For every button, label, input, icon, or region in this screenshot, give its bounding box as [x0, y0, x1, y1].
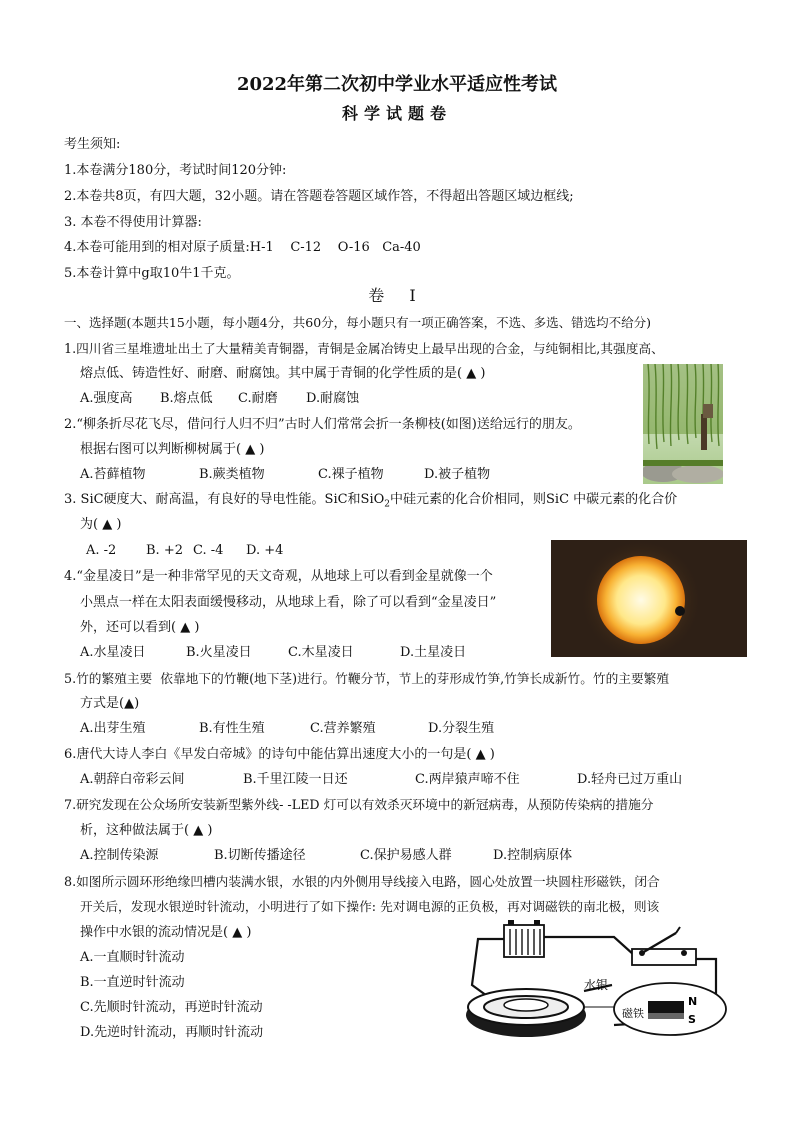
q1-line-2: 熔点低、铸造性好、耐磨、耐腐蚀。其中属于青铜的化学性质的是( ▲ ) [80, 366, 486, 381]
exam-subtitle: 科学试题卷 [341, 104, 452, 123]
q5-option-b: B.有性生殖 [199, 721, 265, 736]
q6-option-d: D.轻舟已过万重山 [577, 772, 683, 787]
q8-option-c: C.先顺时针流动，再逆时针流动 [80, 1000, 263, 1015]
q4-option-b: B.火星凌日 [186, 645, 252, 660]
section-heading: 一、选择题(本题共15小题，每小题4分，共60分，每小题只有一项正确答案，不选、多选、错选均不给分) [64, 315, 652, 330]
circuit-figure [464, 915, 728, 1041]
q2-option-a: A.苔藓植物 [80, 467, 146, 482]
notice-item-1: 1.本卷满分180分，考试时间120分钟: [64, 163, 287, 178]
switch [632, 927, 696, 965]
q5-line-1: 5.竹的繁殖主要 依靠地下的竹鞭(地下茎)进行。竹鞭分节，节上的芽形成竹笋,竹笋长成新竹。竹的主要繁殖 [64, 671, 670, 686]
q1-line-1: 1.四川省三星堆遗址出土了大量精美青铜器，青铜是金属冶铸史上最早出现的合金，与纯铜相比,其强度高、 [64, 341, 664, 356]
q4-option-d: D.土星凌日 [400, 645, 467, 660]
q1-option-d: D.耐腐蚀 [306, 391, 360, 406]
exam-title: 2022年第二次初中学业水平适应性考试 [236, 74, 558, 95]
north-label: N [688, 995, 698, 1008]
venus-dot [675, 606, 685, 616]
q3-option-a: A. -2 [86, 543, 117, 558]
q2-line-1: 2.“柳条折尽花飞尽，借问行人归不归”古时人们常常会折一条柳枝(如图)送给远行的朋友。 [64, 417, 581, 432]
q7-option-d: D.控制病原体 [493, 848, 573, 863]
q8-option-a: A.一直顺时针流动 [80, 950, 185, 965]
q8-option-d: D.先逆时针流动，再顺时针流动 [80, 1025, 264, 1040]
circuit-diagram [464, 915, 728, 1041]
q1-option-c: C.耐磨 [238, 391, 278, 406]
q3-line-1: 3. SiC硬度大、耐高温，有良好的导电性能。SiC和SiO$_2$中硅元素的化合价相同，则SiC 中碳元素的化合价 [64, 492, 678, 510]
q6-option-a: A.朝辞白帝彩云间 [80, 772, 185, 787]
battery [504, 920, 544, 957]
q5-line-2: 方式是(▲) [80, 696, 140, 711]
q1-option-a: A.强度高 [80, 391, 133, 406]
mercury-ring [466, 989, 586, 1037]
notice-item-3: 3. 本卷不得使用计算器: [64, 215, 202, 230]
q3-option-c: C. -4 [193, 543, 224, 558]
q8-line-2: 开关后，发现水银逆时针流动，小明进行了如下操作: 先对调电源的正负极，再对调磁铁的南北极，则该 [80, 899, 660, 914]
q3-option-d: D. +4 [246, 543, 284, 558]
q4-line-2: 小黑点一样在太阳表面缓慢移动，从地球上看，除了可以看到“金星凌日” [80, 595, 497, 610]
q5-option-c: C.营养繁殖 [310, 721, 376, 736]
q6-option-b: B.千里江陵一日还 [243, 772, 348, 787]
q2-option-c: C.裸子植物 [318, 467, 384, 482]
q8-option-b: B.一直逆时针流动 [80, 975, 185, 990]
venus-transit-photo [551, 540, 747, 657]
q8-line-3: 操作中水银的流动情况是( ▲ ) [80, 925, 252, 940]
q7-option-b: B.切断传播途径 [214, 848, 306, 863]
q7-option-c: C.保护易感人群 [360, 848, 452, 863]
q5-option-d: D.分裂生殖 [428, 721, 495, 736]
q4-line-1: 4.“金星凌日”是一种非常罕见的天文奇观，从地球上可以看到金星就像一个 [64, 569, 493, 584]
q2-option-b: B.蕨类植物 [199, 467, 265, 482]
q6-line-1: 6.唐代大诗人李白《早发白帝城》的诗句中能估算出速度大小的一句是( ▲ ) [64, 747, 495, 762]
q7-line-1: 7.研究发现在公众场所安装新型紫外线- -LED 灯可以有效杀灭环境中的新冠病毒，从预防传染病的措施分 [64, 797, 654, 812]
notice-heading: 考生须知: [64, 137, 121, 152]
willow-photo [643, 364, 723, 484]
q7-line-2: 析，这种做法属于( ▲ ) [80, 823, 213, 838]
notice-item-2: 2.本卷共8页，有四大题，32小题。请在答题卷答题区域作答，不得超出答题区域边框线; [64, 189, 574, 204]
q4-line-3: 外，还可以看到( ▲ ) [80, 620, 200, 635]
q5-option-a: A.出芽生殖 [80, 721, 146, 736]
q7-option-a: A.控制传染源 [80, 848, 159, 863]
q8-line-1: 8.如图所示圆环形绝缘凹槽内装满水银，水银的内外侧用导线接入电路，圆心处放置一块圆柱形磁铁，闭合 [64, 874, 660, 889]
notice-item-4: 4.本卷可能用到的相对原子质量:H-1 C-12 O-16 Ca-40 [64, 240, 421, 255]
q4-option-a: A.水星凌日 [80, 645, 146, 660]
q3-option-b: B. +2 [146, 543, 183, 558]
magnet-label: 磁铁 [622, 1007, 644, 1020]
notice-item-5: 5.本卷计算中g取10牛1千克。 [64, 266, 240, 281]
q4-option-c: C.木星凌日 [288, 645, 354, 660]
q1-option-b: B.熔点低 [160, 391, 213, 406]
q6-option-c: C.两岸猿声啼不住 [415, 772, 520, 787]
q3-line-2: 为( ▲ ) [80, 517, 122, 532]
volume-label: 卷 I [368, 286, 426, 305]
south-label: S [688, 1013, 696, 1026]
mercury-label: 水银 [584, 978, 609, 992]
q2-line-2: 根据右图可以判断柳树属于( ▲ ) [80, 442, 265, 457]
q2-option-d: D.被子植物 [424, 467, 491, 482]
